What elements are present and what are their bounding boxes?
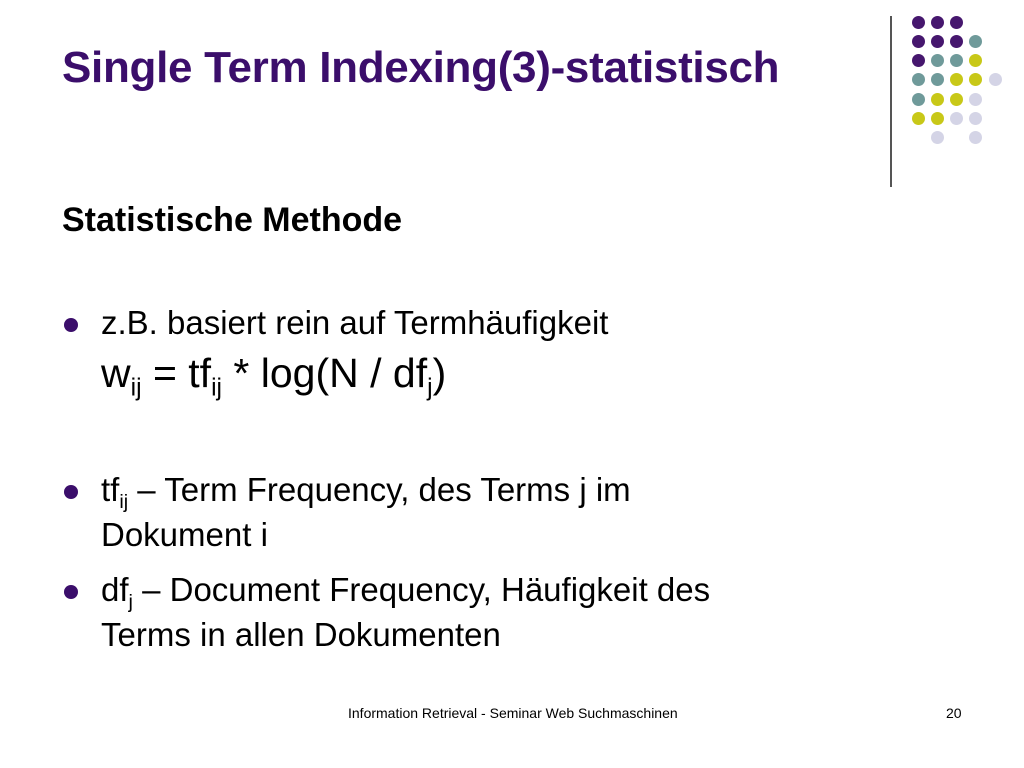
bullet-icon <box>64 485 78 499</box>
decorative-dot <box>969 131 982 144</box>
term-tf: tf <box>101 471 120 508</box>
decorative-dot <box>950 112 963 125</box>
decorative-dot <box>950 73 963 86</box>
decorative-dot <box>950 35 963 48</box>
term-tf-subscript: ij <box>119 490 129 513</box>
decorative-vertical-line <box>890 16 892 187</box>
decorative-dot <box>969 73 982 86</box>
decorative-dot <box>912 16 925 29</box>
decorative-dot <box>912 54 925 67</box>
slide-title: Single Term Indexing(3)-statistisch <box>62 43 780 92</box>
decorative-dot <box>931 93 944 106</box>
decorative-dot <box>969 35 982 48</box>
bullet-text-line2: Dokument i <box>101 516 268 553</box>
decorative-dot <box>931 35 944 48</box>
bullet-text-line1 <box>101 568 710 612</box>
decorative-dot <box>912 35 925 48</box>
section-heading: Statistische Methode <box>62 201 403 239</box>
decorative-dot <box>912 112 925 125</box>
decorative-dot <box>969 112 982 125</box>
decorative-dot <box>931 16 944 29</box>
decorative-dot <box>989 73 1002 86</box>
page-number: 20 <box>946 705 962 721</box>
decorative-dot <box>931 73 944 86</box>
decorative-dot <box>931 112 944 125</box>
formula-close-paren: ) <box>432 350 447 396</box>
decorative-dot <box>950 54 963 67</box>
decorative-dot <box>931 131 944 144</box>
decorative-dot <box>950 93 963 106</box>
footer-text: Information Retrieval - Seminar Web Suchmaschinen <box>348 705 678 721</box>
term-df-description: – Document Frequency, Häufigkeit des <box>132 571 711 608</box>
decorative-dot <box>950 16 963 29</box>
decorative-dot <box>912 73 925 86</box>
formula-log-df: * log(N / df <box>222 350 428 396</box>
weight-formula <box>101 348 447 402</box>
bullet-text-line1 <box>101 468 631 512</box>
formula-equals-tf: = tf <box>141 350 212 396</box>
decorative-dot <box>931 54 944 67</box>
term-df-subscript: j <box>128 590 133 613</box>
decorative-dot <box>969 54 982 67</box>
bullet-text: z.B. basiert rein auf Termhäufigkeit <box>101 304 609 341</box>
formula-w-subscript: ij <box>130 374 142 402</box>
bullet-text-line2: Terms in allen Dokumenten <box>101 616 501 653</box>
decorative-dot <box>969 93 982 106</box>
bullet-icon <box>64 585 78 599</box>
term-df: df <box>101 571 129 608</box>
formula-df-subscript: j <box>427 374 433 402</box>
formula-w: w <box>101 350 131 396</box>
decorative-dot <box>912 93 925 106</box>
bullet-icon <box>64 318 78 332</box>
formula-tf-subscript: ij <box>211 374 222 402</box>
term-tf-description: – Term Frequency, des Terms j im <box>128 471 631 508</box>
